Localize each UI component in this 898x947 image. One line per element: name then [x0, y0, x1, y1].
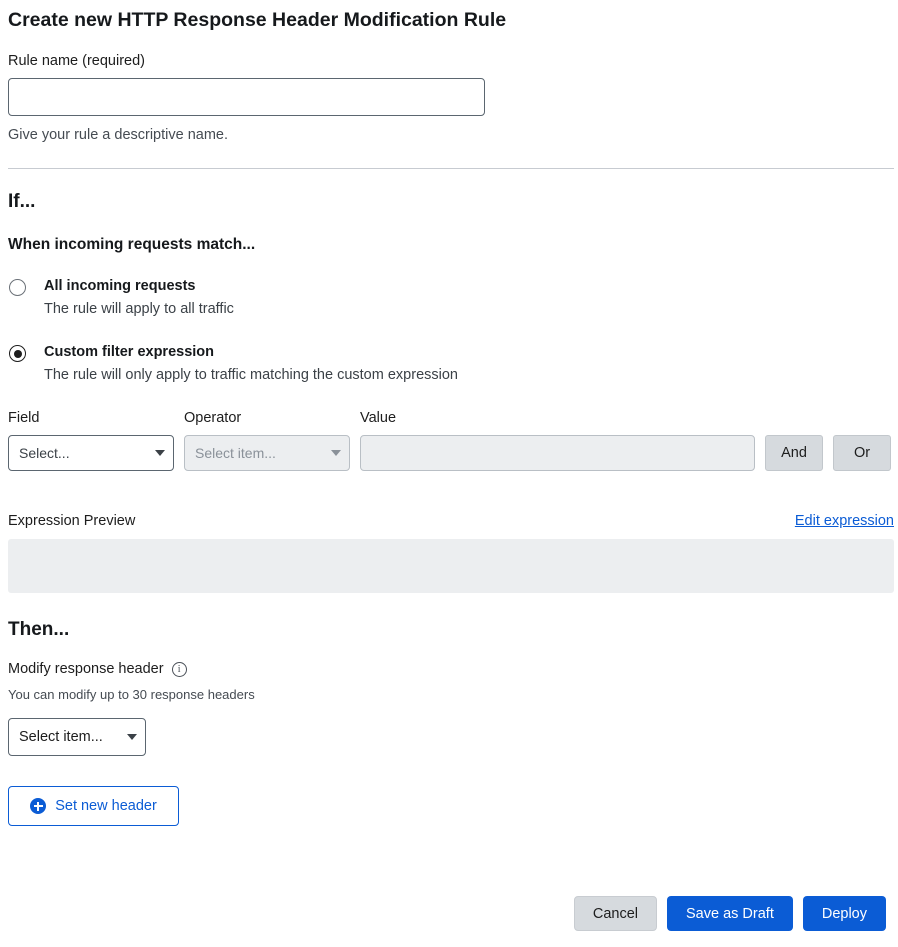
set-new-header-label: Set new header — [55, 798, 157, 814]
if-section-subheading: When incoming requests match... — [8, 236, 256, 253]
rule-name-label: Rule name (required) — [8, 53, 146, 69]
or-button[interactable]: Or — [833, 435, 891, 471]
chevron-down-icon — [331, 450, 341, 456]
operator-select[interactable] — [184, 435, 350, 471]
rule-name-input[interactable] — [8, 78, 485, 116]
info-icon[interactable]: i — [172, 662, 187, 677]
header-limit-note: You can modify up to 30 response headers — [8, 687, 255, 702]
response-header-select[interactable] — [8, 718, 146, 756]
modify-response-header-row — [8, 661, 890, 677]
page-title: Create new HTTP Response Header Modification Rule — [8, 9, 507, 31]
radio-desc-all-requests: The rule will apply to all traffic — [44, 301, 234, 317]
if-section-heading: If... — [8, 191, 36, 212]
radio-label-custom-filter: Custom filter expression — [44, 344, 215, 360]
response-header-select-value: Select item... — [19, 729, 103, 745]
expression-builder — [8, 409, 890, 471]
operator-label: Operator — [184, 410, 242, 426]
match-options-group — [8, 277, 890, 385]
value-input[interactable] — [360, 435, 755, 471]
edit-expression-link[interactable]: Edit expression — [794, 513, 894, 529]
deploy-button[interactable]: Deploy — [803, 896, 886, 931]
operator-select-value: Select item... — [195, 445, 276, 461]
rule-name-helper: Give your rule a descriptive name. — [8, 127, 229, 143]
cancel-button[interactable]: Cancel — [574, 896, 657, 931]
section-divider — [8, 168, 894, 169]
and-button[interactable]: And — [765, 435, 823, 471]
field-column — [8, 409, 174, 471]
field-label: Field — [8, 410, 40, 426]
expression-preview-label: Expression Preview — [8, 513, 136, 529]
value-column — [360, 409, 755, 471]
radio-desc-custom-filter: The rule will only apply to traffic matching the custom expression — [44, 367, 458, 383]
field-select[interactable] — [8, 435, 174, 471]
footer-actions — [574, 896, 886, 931]
operator-column — [184, 409, 350, 471]
radio-label-all-requests: All incoming requests — [44, 278, 196, 294]
radio-icon-custom-filter[interactable] — [9, 345, 26, 362]
radio-icon-all-requests[interactable] — [9, 279, 26, 296]
set-new-header-button[interactable] — [8, 786, 179, 826]
chevron-down-icon — [155, 450, 165, 456]
chevron-down-icon — [127, 734, 137, 740]
modify-response-header-label: Modify response header — [8, 661, 164, 677]
radio-option-all-requests[interactable] — [8, 277, 890, 319]
value-label: Value — [360, 410, 397, 426]
plus-circle-icon — [30, 798, 46, 814]
expression-preview-box[interactable] — [8, 539, 894, 593]
save-as-draft-button[interactable]: Save as Draft — [667, 896, 793, 931]
then-section-heading: Then... — [8, 619, 70, 640]
radio-option-custom-filter[interactable] — [8, 343, 890, 385]
expression-preview-header — [8, 513, 894, 529]
field-select-value: Select... — [19, 445, 70, 461]
